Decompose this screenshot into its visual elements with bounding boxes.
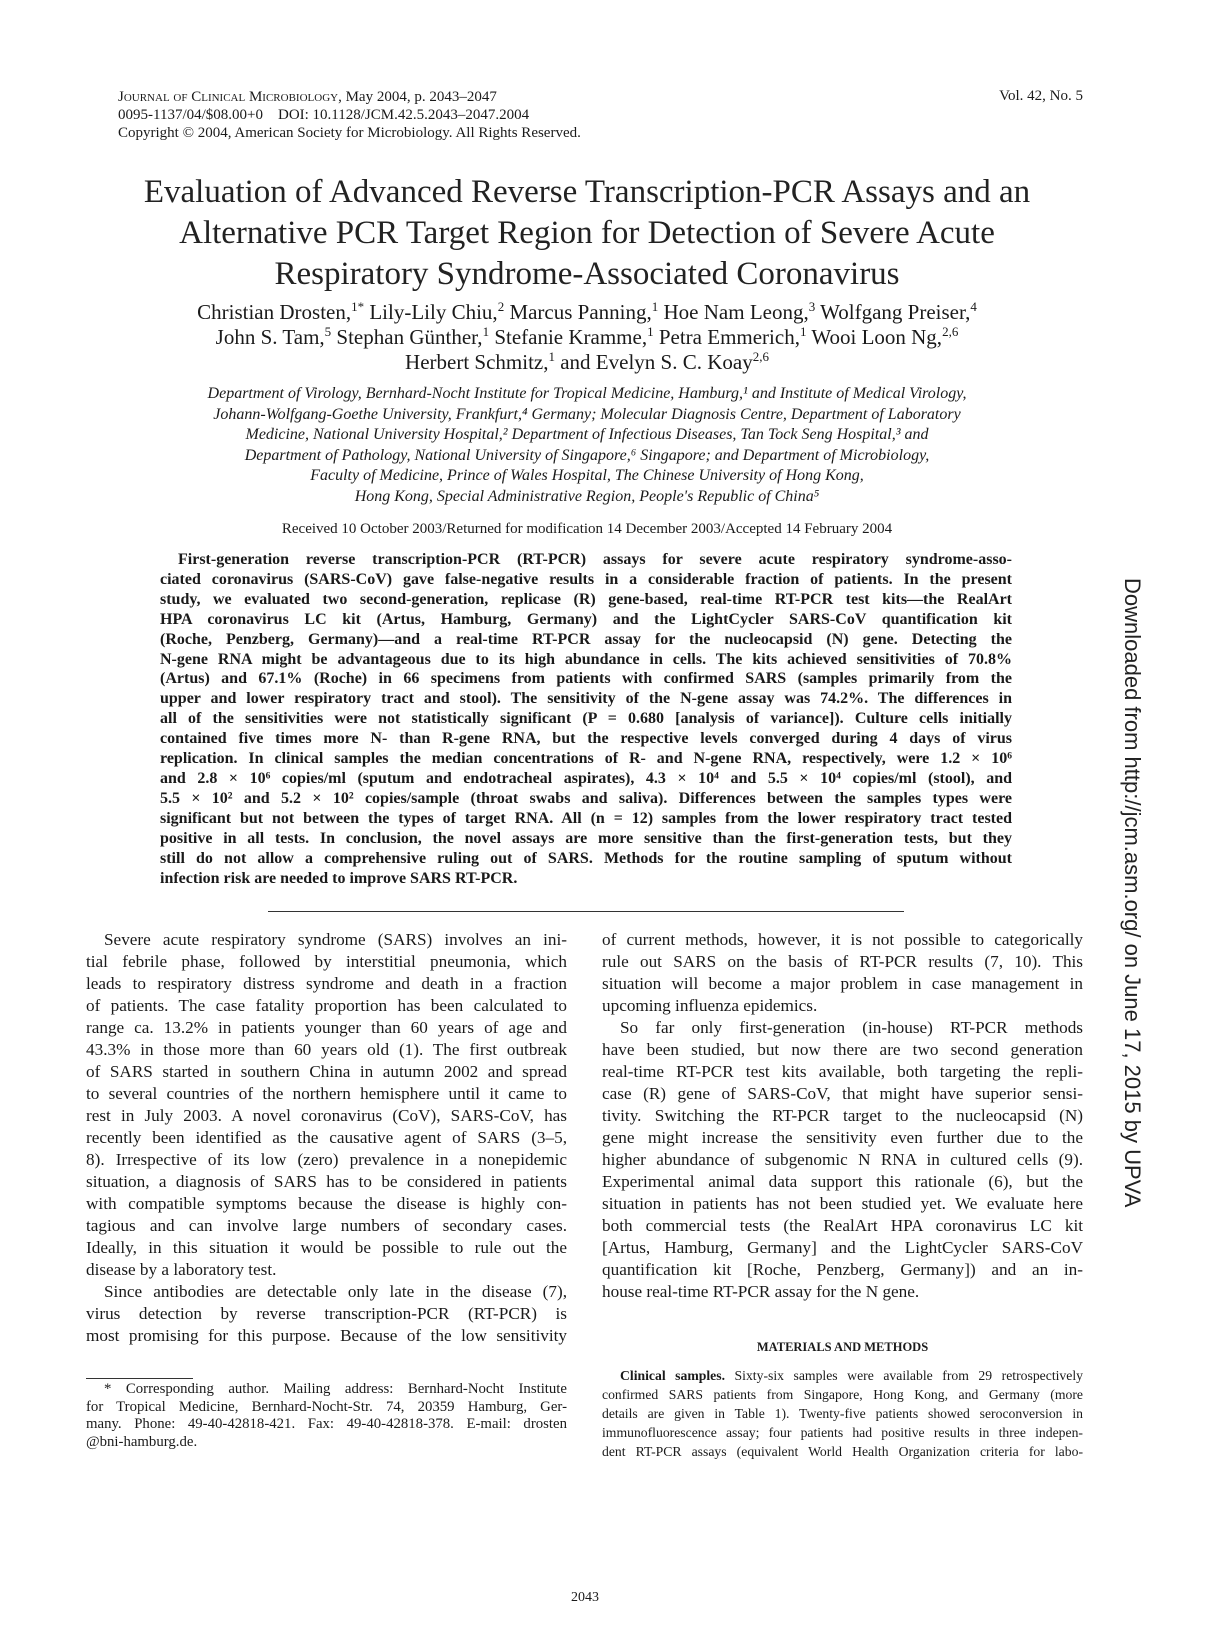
text-line: situation will become a major problem in case management in: [602, 974, 1083, 993]
text-line: Severe acute respiratory syndrome (SARS) involves an ini-: [104, 930, 567, 949]
text-line: study, we evaluated two second-generation, replicase (R) gene-based, real-time RT-PCR test kits—the RealArt: [160, 590, 1012, 608]
text-line: of current methods, however, it is not possible to categorically: [602, 930, 1083, 949]
text-line: [Artus, Hamburg, Germany] and the LightCycler SARS-CoV: [602, 1238, 1083, 1257]
author-line: [60, 300, 1114, 325]
text-line: house real-time RT-PCR assay for the N gene.: [602, 1282, 920, 1301]
author-name: Hoe Nam Leong,: [658, 300, 809, 324]
text-line: most promising for this purpose. Because of the low sensitivity: [86, 1326, 567, 1345]
text-line: situation in patients has not been studied yet. We evaluate here: [602, 1194, 1083, 1213]
page-number: 2043: [571, 1590, 599, 1605]
body-left-column: [86, 929, 567, 1347]
text-line: upcoming influenza epidemics.: [602, 996, 818, 1015]
text-line: upper and lower respiratory tract and stool). The sensitivity of the N-gene assay was 74.2%. The differences in: [160, 690, 1012, 708]
title-line: Evaluation of Advanced Reverse Transcription-PCR Assays and an: [143, 174, 1031, 210]
text-line: Ideally, in this situation it would be possible to rule out the: [86, 1238, 567, 1257]
text-line: virus detection by reverse transcription-PCR (RT-PCR) is: [86, 1304, 567, 1323]
affiliation-line: Johann-Wolfgang-Goethe University, Frankfurt,⁴ Germany; Molecular Diagnosis Centre, Department of Laboratory: [213, 405, 961, 423]
text-segment: Sixty-six samples were available from 29 retrospectively: [725, 1368, 1083, 1383]
title-line: Respiratory Syndrome-Associated Coronavirus: [274, 256, 900, 292]
abstract: [160, 550, 1012, 888]
text-line: tivity. Switching the RT-PCR target to the nucleocapsid (N): [602, 1106, 1083, 1125]
text-line: to several countries of the northern hemisphere until it came to: [86, 1084, 567, 1103]
text-line: significant but not between the types of target RNA. All (n = 12) samples from the lower respiratory tract tested: [160, 809, 1012, 827]
text-line: have been studied, but now there are two second generation: [602, 1040, 1083, 1059]
received-dates: Received 10 October 2003/Returned for modification 14 December 2003/Accepted 14 February 2004: [281, 521, 893, 537]
text-line: So far only first-generation (in-house) RT-PCR methods: [620, 1018, 1083, 1037]
text-line: quantification kit [Roche, Penzberg, Germany]) and an in-: [602, 1260, 1083, 1279]
text-line: contained five times more N- than R-gene RNA, but the respective levels converged during 4 days of virus: [160, 730, 1012, 748]
author-affiliation-mark: 1: [548, 349, 555, 364]
author-name: Stephan Günther,: [331, 325, 483, 349]
author-line: [60, 325, 1114, 350]
text-line: @bni-hamburg.de.: [86, 1433, 198, 1450]
author-name: Wolfgang Preiser,: [815, 300, 971, 324]
text-segment: immunofluorescence assay; four patients had positive results in three indepen-: [602, 1425, 1083, 1440]
text-line: and 2.8 × 10⁶ copies/ml (sputum and endotracheal aspirates), 4.3 × 10⁴ and 5.5 × 10⁴ copies/ml (stool), and: [160, 769, 1012, 787]
author-affiliation-mark: 2: [497, 299, 505, 314]
text-line: gene might increase the sensitivity even further due to the: [602, 1128, 1083, 1147]
text-line: case (R) gene of SARS-CoV, that might have superior sensi-: [602, 1084, 1083, 1103]
text-line: all of the sensitivities were not statistically significant (P = 0.680 [analysis of variance]). Culture cells initially: [160, 710, 1012, 728]
author-name: Petra Emmerich,: [653, 325, 800, 349]
doi-line: 0095-1137/04/$08.00+0 DOI: 10.1128/JCM.42.5.2043–2047.2004: [118, 107, 530, 123]
author-affiliation-mark: 2,6: [942, 324, 959, 339]
text-line: many. Phone: 49-40-42818-421. Fax: 49-40-42818-378. E-mail: drosten: [86, 1416, 567, 1432]
subsection-lead: Clinical samples.: [620, 1368, 725, 1383]
author-name: and Evelyn S. C. Koay: [554, 350, 753, 374]
text-line: Since antibodies are detectable only late in the disease (7),: [104, 1282, 567, 1301]
text-line: of patients. The case fatality proportion has been calculated to: [86, 996, 567, 1015]
author-affiliation-mark: 1*: [351, 299, 365, 314]
footnote-divider: [86, 1378, 193, 1379]
author-list: [60, 300, 1114, 375]
text-line: (Artus) and 67.1% (Roche) in 66 specimens from patients with confirmed SARS (samples primarily from the: [160, 670, 1012, 688]
author-line: [60, 350, 1114, 375]
text-line: HPA coronavirus LC kit (Artus, Hamburg, Germany) and the LightCycler SARS-CoV quantification kit: [160, 610, 1012, 628]
author-name: Christian Drosten,: [197, 300, 352, 324]
text-line: positive in all tests. In conclusion, the novel assays are more sensitive than the first-generation tests, but they: [160, 829, 1012, 847]
body-right-column: [602, 929, 1083, 1303]
text-line: leads to respiratory distress syndrome and death in a fraction: [86, 974, 567, 993]
text-line: of SARS started in southern China in autumn 2002 and spread: [86, 1062, 567, 1081]
author-affiliation-mark: 1: [482, 324, 490, 339]
author-affiliation-mark: 4: [970, 299, 977, 314]
journal-name: Journal of Clinical Microbiology: [118, 89, 339, 105]
affiliation-line: Hong Kong, Special Administrative Region, People's Republic of China⁵: [354, 487, 820, 505]
author-name: Wooi Loon Ng,: [806, 325, 943, 349]
footnote: [86, 1381, 567, 1451]
text-line: situation, a diagnosis of SARS has to be considered in patients: [86, 1172, 567, 1191]
text-line: 8). Irrespective of its low (zero) prevalence in a nonepidemic: [86, 1150, 567, 1169]
text-segment: details are given in Table 1). Twenty-five patients showed seroconversion in: [602, 1406, 1083, 1421]
text-line: both commercial tests (the RealArt HPA coronavirus LC kit: [602, 1216, 1083, 1235]
text-segment: dent RT-PCR assays (equivalent World Health Organization criteria for labo-: [602, 1444, 1083, 1459]
affiliation-line: Faculty of Medicine, Prince of Wales Hospital, The Chinese University of Hong Kong,: [310, 467, 864, 484]
text-line: N-gene RNA might be advantageous due to its high abundance in cells. The kits achieved sensitivities of 70.8%: [160, 650, 1012, 668]
text-line: tial febrile phase, followed by interstitial pneumonia, which: [86, 952, 567, 971]
text-line: 43.3% in those more than 60 years old (1). The first outbreak: [86, 1040, 567, 1059]
affiliations: [60, 384, 1114, 507]
title-line: Alternative PCR Target Region for Detection of Severe Acute: [179, 215, 995, 251]
text-line: replication. In clinical samples the median concentrations of R- and N-gene RNA, respectively, were 1.2 × 10⁶: [160, 750, 1012, 768]
download-watermark: Downloaded from http://jcm.asm.org/ on June 17, 2015 by UPVA: [1120, 578, 1145, 1208]
text-line: [602, 1423, 1083, 1442]
text-line: tagious and can involve large numbers of secondary cases.: [86, 1216, 567, 1235]
paper-title: [60, 172, 1114, 295]
text-line: [602, 1442, 1083, 1461]
copyright: Copyright © 2004, American Society for Microbiology. All Rights Reserved.: [118, 125, 581, 141]
author-name: Lily-Lily Chiu,: [364, 300, 498, 324]
author-affiliation-mark: 5: [324, 324, 332, 339]
author-affiliation-mark: 2,6: [752, 349, 769, 364]
affiliation-line: Department of Pathology, National University of Singapore,⁶ Singapore; and Department of Microbiology,: [244, 446, 930, 464]
text-line: * Corresponding author. Mailing address: Bernhard-Nocht Institute: [104, 1381, 567, 1397]
author-name: Stefanie Kramme,: [489, 325, 648, 349]
author-affiliation-mark: 1: [651, 299, 659, 314]
text-line: [602, 1366, 1083, 1385]
text-line: [602, 1385, 1083, 1404]
text-line: (Roche, Penzberg, Germany)—and a real-time RT-PCR assay for the nucleocapsid (N) gene. Detecting the: [160, 630, 1012, 648]
text-line: 5.5 × 10² and 5.2 × 10² copies/sample (throat swabs and saliva). Differences between the samples types were: [160, 789, 1012, 807]
text-line: ciated coronavirus (SARS-CoV) gave false-negative results in a considerable fraction of patients. In the present: [160, 570, 1012, 588]
text-line: higher abundance of subgenomic N RNA in cultured cells (9).: [602, 1150, 1083, 1169]
text-line: infection risk are needed to improve SARS RT-PCR.: [160, 869, 518, 887]
text-line: with compatible symptoms because the disease is highly con-: [86, 1194, 567, 1213]
text-line: range ca. 13.2% in patients younger than 60 years of age and: [86, 1018, 567, 1037]
affiliation-line: Department of Virology, Bernhard-Nocht Institute for Tropical Medicine, Hamburg,¹ and Institute of Medical Virology,: [207, 385, 967, 402]
text-line: Experimental animal data support this rationale (6), but the: [602, 1172, 1083, 1191]
author-affiliation-mark: 1: [647, 324, 654, 339]
section-heading: MATERIALS AND METHODS: [756, 1340, 929, 1354]
text-line: rule out SARS on the basis of RT-PCR results (7, 10). This: [602, 952, 1083, 971]
text-segment: confirmed SARS patients from Singapore, Hong Kong, and Germany (more: [602, 1387, 1083, 1402]
affiliation-line: Medicine, National University Hospital,² Department of Infectious Diseases, Tan Tock Seng Hospital,³ and: [245, 426, 929, 443]
author-affiliation-mark: 1: [799, 324, 807, 339]
text-line: [602, 1404, 1083, 1423]
methods-text: [602, 1366, 1083, 1461]
text-line: recently been identified as the causative agent of SARS (3–5,: [86, 1128, 567, 1147]
author-name: John S. Tam,: [215, 325, 325, 349]
text-line: First-generation reverse transcription-PCR (RT-PCR) assays for severe acute respiratory syndrome-asso-: [178, 551, 1012, 568]
text-line: for Tropical Medicine, Bernhard-Nocht-Str. 74, 20359 Hamburg, Ger-: [86, 1398, 567, 1415]
text-line: disease by a laboratory test.: [86, 1260, 277, 1279]
volume-info: Vol. 42, No. 5: [999, 88, 1083, 104]
journal-header: [118, 88, 581, 142]
issue-info: , May 2004, p. 2043–2047: [338, 89, 497, 105]
text-line: rest in July 2003. A novel coronavirus (CoV), SARS-CoV, has: [86, 1106, 567, 1125]
text-line: real-time RT-PCR test kits available, both targeting the repli-: [602, 1062, 1083, 1081]
author-affiliation-mark: 3: [808, 299, 816, 314]
text-line: still do not allow a comprehensive ruling out of SARS. Methods for the routine sampling of sputum without: [160, 849, 1012, 867]
author-name: Herbert Schmitz,: [405, 350, 549, 374]
author-name: Marcus Panning,: [504, 300, 652, 324]
divider: [268, 911, 904, 912]
